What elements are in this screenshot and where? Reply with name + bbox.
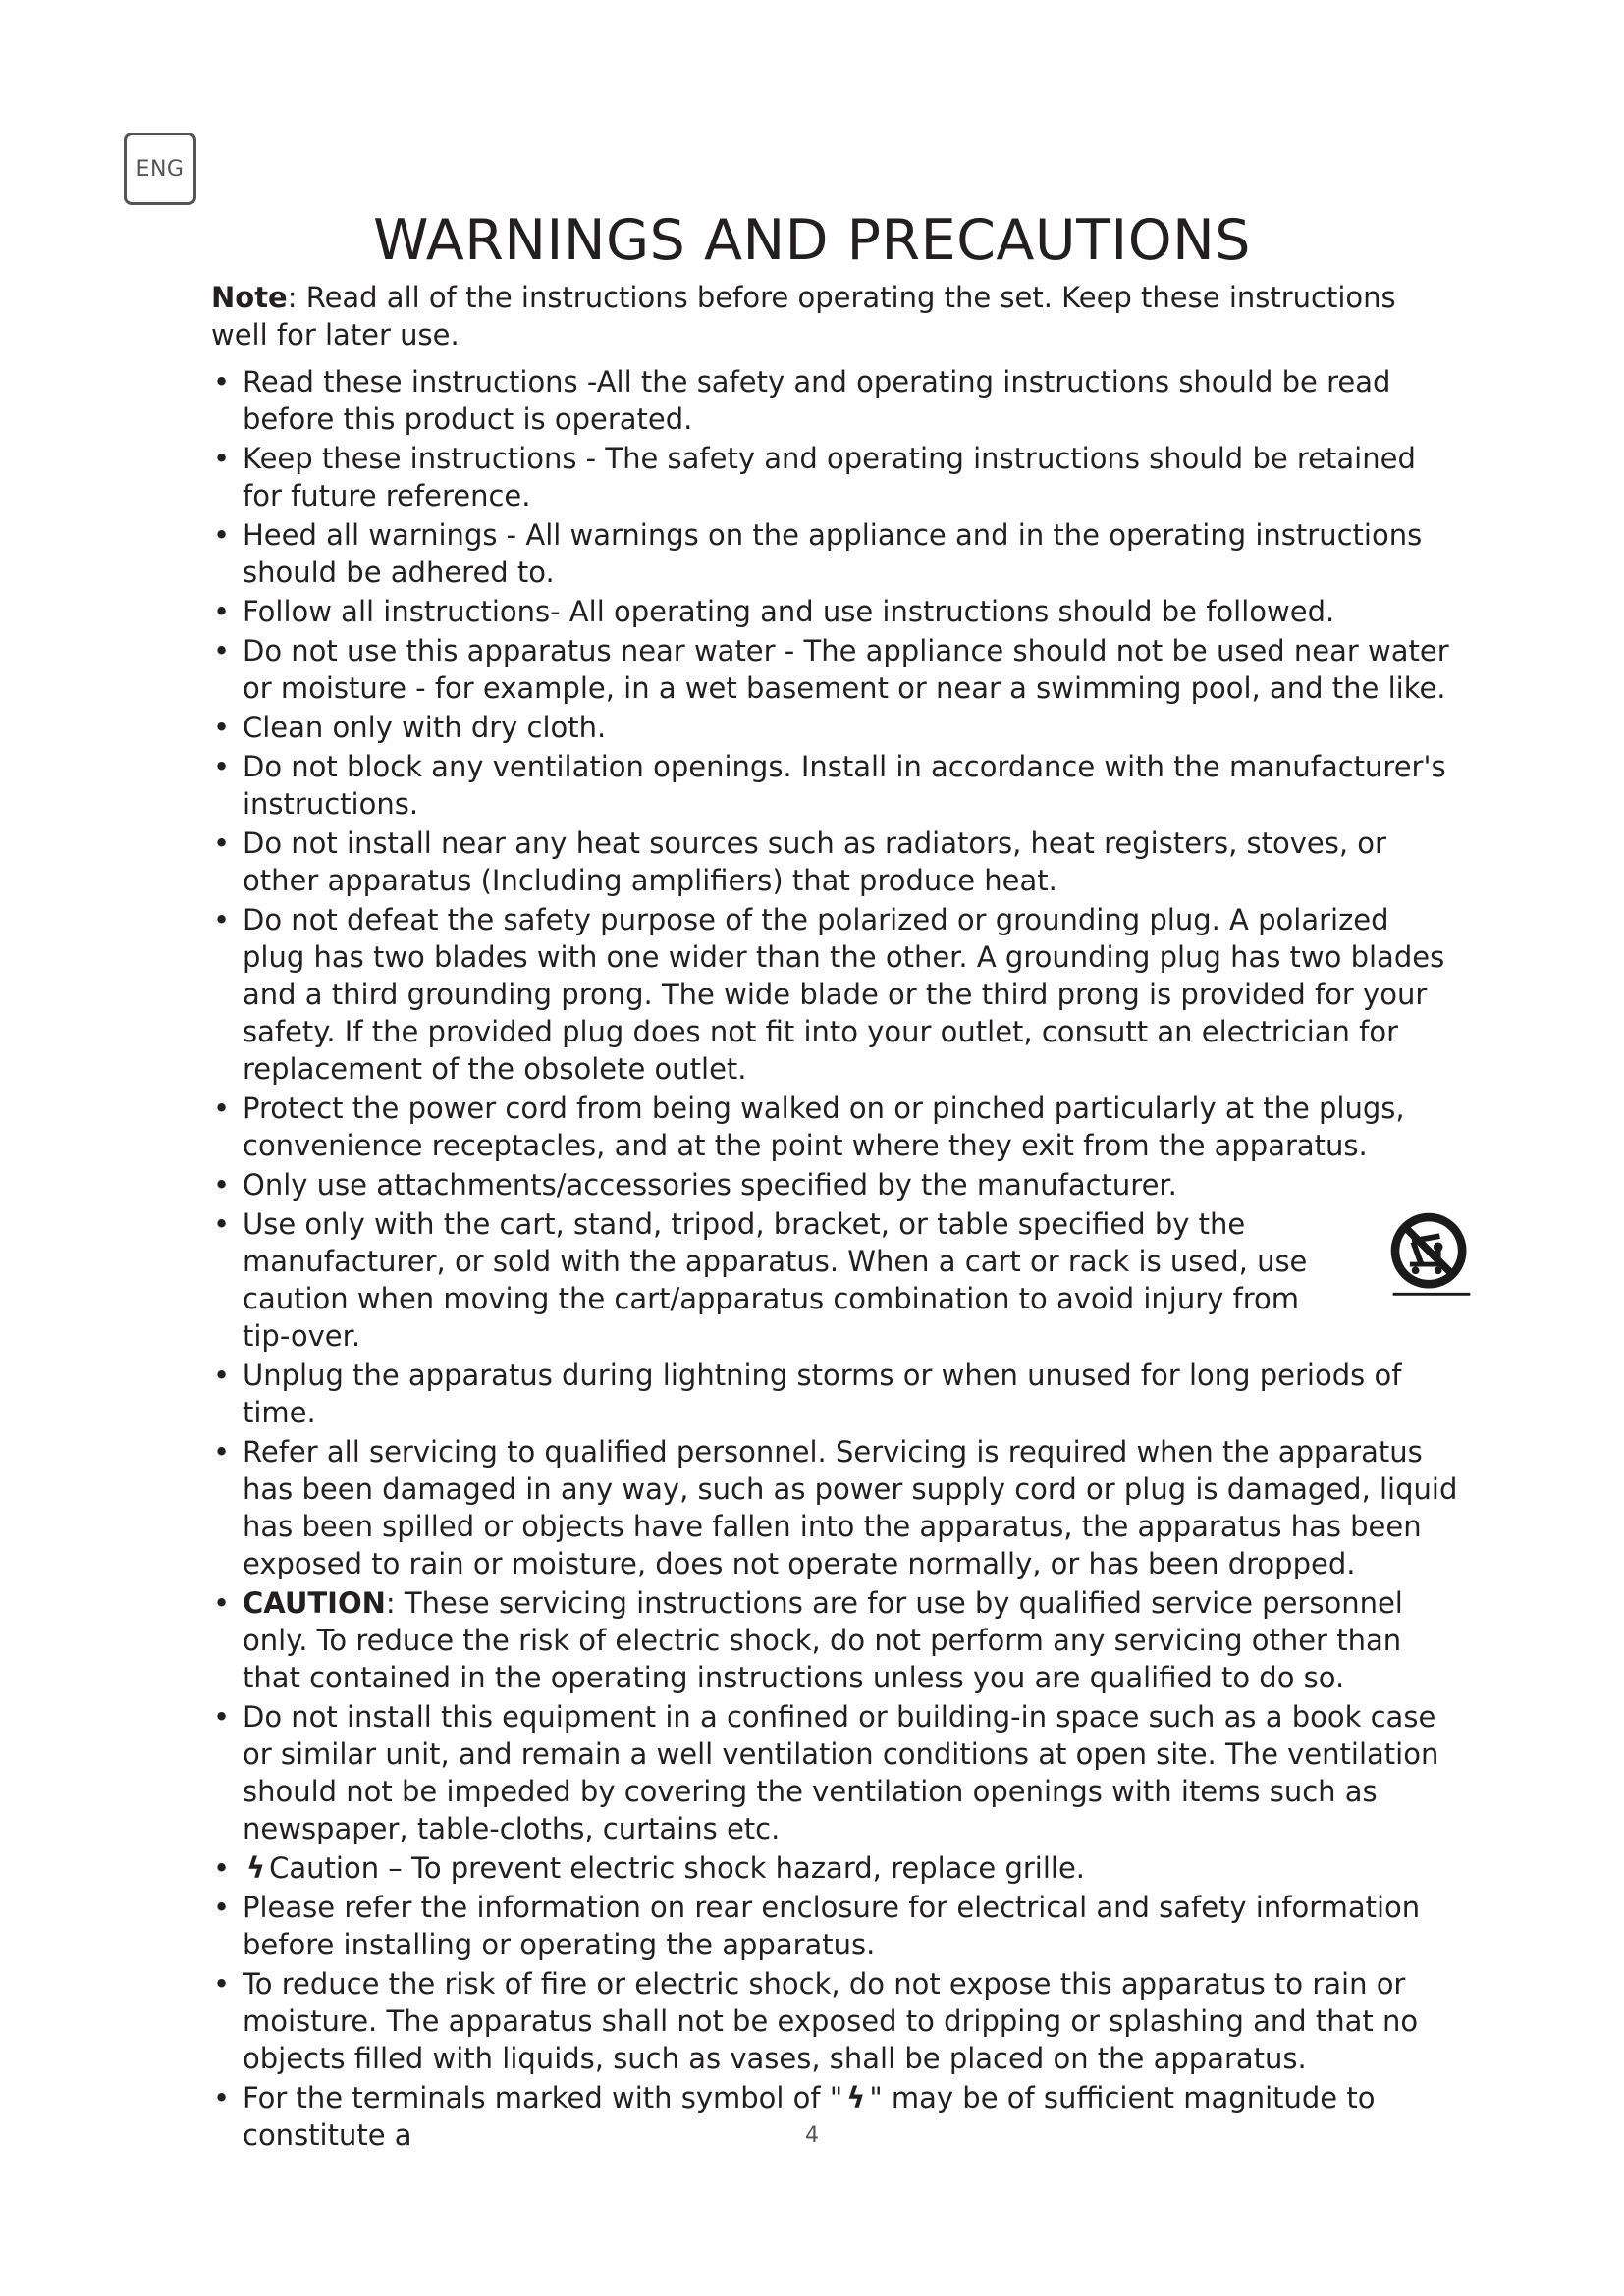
page-number: 4 <box>805 2123 819 2148</box>
list-item-text: For the terminals marked with symbol of " <box>243 2081 843 2114</box>
list-item-text: Caution – To prevent electric shock hazard, replace grille. <box>269 1851 1086 1885</box>
list-item-text: Do not install this equipment in a confined or building-in space such as a book case or similar unit, and remain a well ventilation conditions at open site. The ventilation should not be impeded by covering the ventilation openings with items such as newspaper, table-cloths, curtains etc. <box>243 1700 1439 1845</box>
note-label: Note <box>211 281 288 314</box>
list-item-text: Heed all warnings - All warnings on the appliance and in the operating instructions should be adhered to. <box>243 518 1423 589</box>
list-item-text: To reduce the risk of fire or electric shock, do not expose this apparatus to rain or moisture. The apparatus shall not be exposed to dripping or splashing and that no objects filled with liquids, such as vases, shall be placed on the apparatus. <box>243 1967 1419 2075</box>
list-item-text: Only use attachments/accessories specified by the manufacturer. <box>243 1168 1177 1201</box>
list-item-text: Do not install near any heat sources such as radiators, heat registers, stoves, or other apparatus (Including amplifiers) that produce heat. <box>243 827 1386 897</box>
language-tab: ENG <box>124 133 196 205</box>
list-item-text: " may be of sufficient magnitude to constitute a <box>243 2081 1376 2152</box>
list-item <box>211 1357 1458 1431</box>
list-item <box>211 1965 1458 2077</box>
page-title: WARNINGS AND PRECAUTIONS <box>373 208 1251 273</box>
list-item <box>211 825 1458 899</box>
list-item <box>211 1433 1458 1582</box>
list-item <box>211 632 1458 707</box>
list-item-text: : These servicing instructions are for use by qualified service personnel only. To reduce the risk of electric shock, do not perform any servicing other than that contained in the operating instructions unless you are qualified to do so. <box>243 1586 1403 1694</box>
list-item-text: Read these instructions -All the safety and operating instructions should be read before this product is operated. <box>243 365 1391 436</box>
list-item <box>211 363 1458 438</box>
cart-tip-over-warning-icon <box>1383 1207 1478 1302</box>
list-item <box>211 1889 1458 1963</box>
list-item-text: Please refer the information on rear enclosure for electrical and safety information before installing or operating the apparatus. <box>243 1891 1421 1961</box>
caution-label: CAUTION <box>243 1586 386 1620</box>
list-item <box>211 1166 1458 1203</box>
list-item-text: Do not use this apparatus near water - The appliance should not be used near water or moisture - for example, in a wet basement or near a swimming pool, and the like. <box>243 634 1449 705</box>
list-item <box>211 901 1458 1088</box>
list-item <box>211 748 1458 823</box>
lightning-bolt-icon: ϟ <box>246 1851 266 1885</box>
list-item <box>211 593 1458 630</box>
note-paragraph <box>211 279 1458 353</box>
list-item <box>211 1584 1458 1696</box>
list-item-text: Use only with the cart, stand, tripod, bracket, or table specified by the manufacturer, or sold with the apparatus. When a cart or rack is used, use caution when moving the cart/apparatus combination to avoid injury from tip-over. <box>243 1207 1308 1353</box>
list-item-text: Do not defeat the safety purpose of the polarized or grounding plug. A polarized plug has two blades with one wider than the other. A grounding plug has two blades and a third grounding prong. The wide blade or the third prong is provided for your safety. If the provided plug does not fit into your outlet, consutt an electrician for replacement of the obsolete outlet. <box>243 903 1445 1086</box>
document-body <box>211 279 1458 2156</box>
list-item <box>211 1698 1458 1847</box>
list-item-text: Protect the power cord from being walked on or pinched particularly at the plugs, convenience receptacles, and at the point where they exit from the apparatus. <box>243 1092 1405 1162</box>
list-item-text: Keep these instructions - The safety and operating instructions should be retained for future reference. <box>243 442 1416 512</box>
list-item <box>211 1849 1458 1887</box>
list-item-text: Clean only with dry cloth. <box>243 711 607 744</box>
list-item <box>211 1205 1458 1355</box>
warnings-list <box>211 363 1458 2154</box>
list-item <box>211 516 1458 591</box>
list-item-text: Follow all instructions- All operating and use instructions should be followed. <box>243 595 1335 628</box>
list-item <box>211 1090 1458 1164</box>
list-item <box>211 709 1458 746</box>
list-item-text: Unplug the apparatus during lightning storms or when unused for long periods of time. <box>243 1359 1402 1429</box>
list-item <box>211 440 1458 514</box>
note-text: : Read all of the instructions before operating the set. Keep these instructions well for later use. <box>211 281 1396 351</box>
list-item-text: Refer all servicing to qualified personnel. Servicing is required when the apparatus has been damaged in any way, such as power supply cord or plug is damaged, liquid has been spilled or objects have fallen into the apparatus, the apparatus has been exposed to rain or moisture, does not operate normally, or has been dropped. <box>243 1435 1458 1580</box>
list-item-text: Do not block any ventilation openings. Install in accordance with the manufacturer's instructions. <box>243 750 1446 821</box>
lightning-bolt-icon: ϟ <box>846 2081 866 2114</box>
